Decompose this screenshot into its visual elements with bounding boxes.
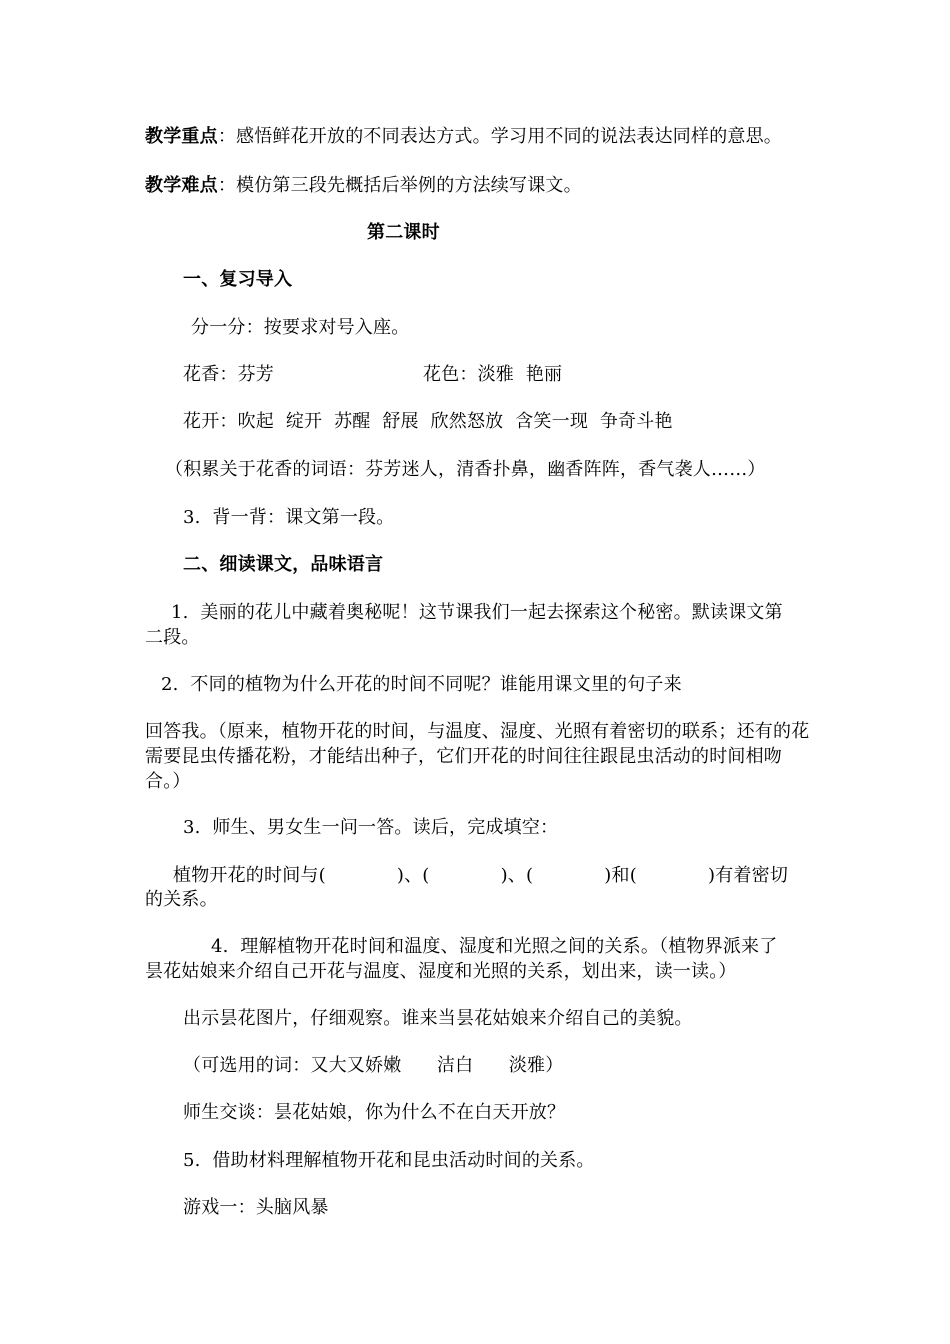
- key-point-line: [145, 124, 782, 150]
- fill-blank-line1: 植物开花的时间与( )、( )、( )和( )有着密切: [173, 865, 789, 886]
- difficult-point-line: [145, 173, 582, 199]
- fill-blank-line2: 的关系。: [145, 889, 218, 910]
- dialog-line: 师生交谈：昙花姑娘，你为什么不在白天开放？: [183, 1102, 566, 1123]
- section1-heading: 一、复习导入: [183, 269, 293, 290]
- lesson-title: 第二课时: [367, 222, 440, 243]
- fragrance-words: 花香：芬芳: [183, 364, 274, 385]
- section2-heading: 二、细读课文，品味语言: [183, 554, 384, 575]
- item4-line1: 4. 理解植物开花时间和温度、湿度和光照之间的关系。（植物界派来了: [211, 936, 778, 957]
- show-picture: 出示昙花图片，仔细观察。谁来当昙花姑娘来介绍自己的美貌。: [183, 1008, 693, 1029]
- item5: 5. 借助材料理解植物开花和昆虫活动时间的关系。: [183, 1150, 595, 1171]
- difficult-point-text: ：模仿第三段先概括后举例的方法续写课文。: [217, 175, 582, 196]
- item1-line2: 二段。: [145, 627, 200, 648]
- item3: 3. 师生、男女生一问一答。读后，完成填空：: [183, 817, 559, 838]
- sort-intro: 分一分：按要求对号入座。: [191, 317, 410, 338]
- bloom-words: 花开：吹起 绽开 苏醒 舒展 欣然怒放 含笑一现 争奇斗艳: [183, 411, 673, 432]
- key-point-label: 教学重点: [145, 126, 218, 147]
- answer-line1: 回答我。（原来，植物开花的时间，与温度、湿度、光照有着密切的联系；还有的花: [145, 721, 810, 742]
- answer-line3: 合。）: [145, 771, 191, 792]
- answer-line2: 需要昆虫传播花粉，才能结出种子，它们开花的时间往往跟昆虫活动的时间相吻: [145, 746, 782, 767]
- difficult-point-label: 教学难点: [145, 175, 218, 196]
- accumulate-words: （积累关于花香的词语：芬芳迷人，清香扑鼻，幽香阵阵，香气袭人……）: [165, 459, 766, 480]
- item4-line2: 昙花姑娘来介绍自己开花与温度、湿度和光照的关系，划出来，读一读。）: [145, 961, 737, 982]
- key-point-text: ：感悟鲜花开放的不同表达方式。学习用不同的说法表达同样的意思。: [217, 126, 783, 147]
- optional-words: （可选用的词：又大又娇嫩 洁白 淡雅）: [183, 1055, 564, 1076]
- color-words: 花色：淡雅 艳丽: [423, 364, 563, 385]
- recite-item: 3. 背一背：课文第一段。: [183, 507, 395, 528]
- item1-line1: 1. 美丽的花儿中藏着奥秘呢！这节课我们一起去探索这个秘密。默读课文第: [171, 602, 783, 623]
- game-one: 游戏一：头脑风暴: [183, 1197, 329, 1218]
- item2-question: 2. 不同的植物为什么开花的时间不同呢？谁能用课文里的句子来: [161, 674, 682, 695]
